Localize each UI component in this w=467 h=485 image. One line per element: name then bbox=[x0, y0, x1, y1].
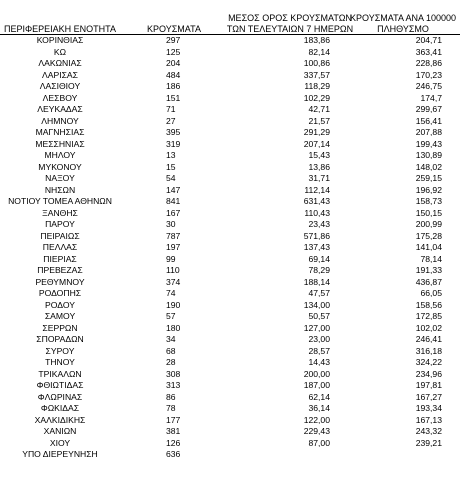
cell-avg7: 47,57 bbox=[308, 288, 330, 298]
cell-region: ΠΑΡΟΥ bbox=[45, 219, 75, 229]
cell-region: ΦΩΚΙΔΑΣ bbox=[40, 403, 80, 413]
table-row bbox=[0, 127, 467, 139]
cell-cases: 71 bbox=[166, 104, 176, 114]
cell-per100k: 172,85 bbox=[415, 311, 442, 321]
cell-cases: 78 bbox=[166, 403, 176, 413]
table-row bbox=[0, 231, 467, 243]
cell-avg7: 23,00 bbox=[308, 334, 330, 344]
cell-avg7: 110,43 bbox=[304, 207, 330, 218]
cell-region: ΥΠΟ ΔΙΕΡΕΥΝΗΣΗ bbox=[22, 449, 98, 459]
cell-per100k: 199,43 bbox=[415, 138, 442, 149]
table-row bbox=[0, 173, 467, 185]
cell-per100k: 239,21 bbox=[415, 437, 442, 448]
cell-per100k: 175,28 bbox=[415, 230, 442, 241]
cell-cases: 484 bbox=[166, 69, 181, 80]
cell-region: ΣΠΟΡΑΔΩΝ bbox=[36, 334, 84, 344]
table-row bbox=[0, 426, 467, 438]
cell-per100k: 299,67 bbox=[415, 104, 442, 114]
table-row bbox=[0, 403, 467, 415]
table-row bbox=[0, 415, 467, 427]
table-row bbox=[0, 208, 467, 220]
cell-region: ΝΟΤΙΟΥ ΤΟΜΕΑ ΑΘΗΝΩΝ bbox=[8, 196, 112, 206]
table-row bbox=[0, 70, 467, 82]
cell-region: ΞΑΝΘΗΣ bbox=[42, 207, 78, 218]
cell-region: ΤΡΙΚΑΛΩΝ bbox=[38, 368, 82, 379]
cell-cases: 13 bbox=[166, 150, 176, 160]
cell-per100k: 234,96 bbox=[415, 368, 442, 379]
header-cases: ΚΡΟΥΣΜΑΤΑ bbox=[147, 24, 201, 34]
cell-region: ΝΑΞΟΥ bbox=[45, 173, 75, 183]
table-row bbox=[0, 104, 467, 116]
cell-cases: 395 bbox=[166, 127, 181, 137]
table-row bbox=[0, 116, 467, 128]
cell-per100k: 228,86 bbox=[415, 58, 442, 68]
cell-region: ΛΑΡΙΣΑΣ bbox=[42, 69, 78, 80]
cell-cases: 125 bbox=[166, 46, 181, 57]
cell-avg7: 188,14 bbox=[303, 276, 330, 287]
cell-avg7: 134,00 bbox=[303, 299, 330, 310]
cell-cases: 167 bbox=[166, 207, 181, 218]
table-row bbox=[0, 254, 467, 266]
cell-cases: 308 bbox=[166, 368, 181, 379]
cell-region: ΡΟΔΟΠΗΣ bbox=[38, 288, 82, 298]
table-row bbox=[0, 277, 467, 289]
table-row bbox=[0, 380, 467, 392]
table-row bbox=[0, 265, 467, 277]
cell-region: ΛΑΚΩΝΙΑΣ bbox=[38, 58, 82, 68]
table-row bbox=[0, 150, 467, 162]
cell-per100k: 78,14 bbox=[420, 253, 442, 264]
cell-region: ΦΛΩΡΙΝΑΣ bbox=[37, 391, 83, 402]
cell-cases: 197 bbox=[166, 242, 181, 252]
table-row bbox=[0, 81, 467, 93]
cell-per100k: 170,23 bbox=[415, 69, 442, 80]
cell-cases: 86 bbox=[166, 391, 176, 402]
cell-region: ΜΥΚΟΝΟΥ bbox=[38, 161, 82, 172]
cell-avg7: 200,00 bbox=[303, 368, 330, 379]
cell-avg7: 69,14 bbox=[308, 253, 330, 264]
table-row bbox=[0, 369, 467, 381]
cell-cases: 34 bbox=[166, 334, 176, 344]
cell-avg7: 87,00 bbox=[308, 437, 330, 448]
table-row bbox=[0, 196, 467, 208]
cell-region: ΡΕΘΥΜΝΟΥ bbox=[35, 276, 85, 287]
table-row bbox=[0, 219, 467, 231]
cell-region: ΛΑΣΙΘΙΟΥ bbox=[39, 81, 81, 91]
cell-region: ΠΡΕΒΕΖΑΣ bbox=[37, 265, 83, 275]
cell-avg7: 21,57 bbox=[308, 115, 330, 126]
cell-per100k: 66,05 bbox=[420, 288, 442, 298]
cell-cases: 374 bbox=[166, 276, 181, 287]
cell-cases: 319 bbox=[166, 138, 181, 149]
cell-cases: 204 bbox=[166, 58, 181, 68]
cell-region: ΦΘΙΩΤΙΔΑΣ bbox=[36, 380, 84, 390]
cell-cases: 636 bbox=[166, 449, 181, 459]
cell-region: ΠΙΕΡΙΑΣ bbox=[43, 253, 77, 264]
cell-region: ΧΑΛΚΙΔΙΚΗΣ bbox=[34, 414, 86, 425]
table-row bbox=[0, 185, 467, 197]
table-row bbox=[0, 323, 467, 335]
cell-per100k: 191,33 bbox=[415, 265, 442, 275]
header-per100k-line2: ΠΛΗΘΥΣΜΟ bbox=[377, 24, 429, 34]
cell-avg7: 571,86 bbox=[303, 230, 330, 241]
cell-cases: 177 bbox=[166, 414, 181, 425]
table-row bbox=[0, 58, 467, 70]
cell-avg7: 23,43 bbox=[308, 219, 330, 229]
cell-cases: 297 bbox=[166, 35, 181, 45]
table-row bbox=[0, 242, 467, 254]
cell-region: ΡΟΔΟΥ bbox=[45, 299, 75, 310]
cell-avg7: 183,86 bbox=[303, 35, 330, 45]
table-row bbox=[0, 288, 467, 300]
cell-per100k: 436,87 bbox=[415, 276, 442, 287]
cell-avg7: 50,57 bbox=[308, 311, 330, 321]
cell-region: ΛΗΜΝΟΥ bbox=[41, 115, 79, 126]
cell-avg7: 14,43 bbox=[308, 357, 330, 367]
table-row bbox=[0, 392, 467, 404]
cell-region: ΧΑΝΙΩΝ bbox=[43, 426, 77, 436]
header-avg-line1: ΜΕΣΟΣ ΟΡΟΣ ΚΡΟΥΣΜΑΤΩΝ bbox=[228, 13, 352, 23]
header-region: ΠΕΡΙΦΕΡΕΙΑΚΗ ΕΝΟΤΗΤΑ bbox=[3, 24, 117, 34]
cell-avg7: 127,00 bbox=[303, 322, 330, 333]
cell-region: ΧΙΟΥ bbox=[49, 437, 71, 448]
cell-cases: 74 bbox=[166, 288, 176, 298]
table-row bbox=[0, 35, 467, 47]
cell-per100k: 150,15 bbox=[415, 207, 442, 218]
cell-region: ΜΑΓΝΗΣΙΑΣ bbox=[35, 127, 85, 137]
cell-region: ΠΕΙΡΑΙΩΣ bbox=[40, 230, 80, 241]
table-row bbox=[0, 300, 467, 312]
cell-cases: 841 bbox=[166, 196, 181, 206]
cell-avg7: 122,00 bbox=[303, 414, 330, 425]
cell-region: ΚΟΡΙΝΘΙΑΣ bbox=[36, 35, 84, 45]
cell-avg7: 291,29 bbox=[303, 127, 330, 137]
cell-per100k: 316,18 bbox=[415, 345, 442, 356]
cell-cases: 190 bbox=[166, 299, 181, 310]
cell-per100k: 363,41 bbox=[415, 46, 442, 57]
cell-cases: 28 bbox=[166, 357, 176, 367]
cell-avg7: 112,14 bbox=[304, 184, 330, 195]
cell-per100k: 243,32 bbox=[415, 426, 442, 436]
table-row bbox=[0, 357, 467, 369]
table-body bbox=[0, 35, 467, 461]
table-header bbox=[0, 0, 467, 40]
cell-per100k: 197,81 bbox=[415, 380, 442, 390]
cell-avg7: 102,29 bbox=[303, 92, 330, 103]
table-row bbox=[0, 162, 467, 174]
table-row bbox=[0, 334, 467, 346]
cell-avg7: 31,71 bbox=[308, 173, 330, 183]
cell-avg7: 207,14 bbox=[303, 138, 330, 149]
cell-per100k: 193,34 bbox=[415, 403, 442, 413]
cell-per100k: 158,56 bbox=[415, 299, 442, 310]
cell-avg7: 229,43 bbox=[303, 426, 330, 436]
cell-per100k: 156,41 bbox=[415, 115, 442, 126]
cell-cases: 313 bbox=[166, 380, 181, 390]
cell-avg7: 36,14 bbox=[308, 403, 330, 413]
cell-avg7: 28,57 bbox=[308, 345, 330, 356]
cell-cases: 126 bbox=[166, 437, 181, 448]
cell-per100k: 174,7 bbox=[420, 92, 442, 103]
cell-per100k: 204,71 bbox=[415, 35, 442, 45]
cell-region: ΜΗΛΟΥ bbox=[44, 150, 76, 160]
table-row bbox=[0, 346, 467, 358]
cell-avg7: 137,43 bbox=[303, 242, 330, 252]
cell-avg7: 337,57 bbox=[303, 69, 330, 80]
cell-per100k: 167,27 bbox=[415, 391, 442, 402]
cell-cases: 151 bbox=[166, 92, 181, 103]
cell-cases: 57 bbox=[166, 311, 176, 321]
table-row bbox=[0, 139, 467, 151]
cell-region: ΤΗΝΟΥ bbox=[45, 357, 75, 367]
cell-cases: 15 bbox=[166, 161, 176, 172]
table-row bbox=[0, 449, 467, 461]
cell-avg7: 78,29 bbox=[308, 265, 330, 275]
cell-per100k: 200,99 bbox=[415, 219, 442, 229]
cell-avg7: 15,43 bbox=[308, 150, 330, 160]
cell-region: ΣΕΡΡΩΝ bbox=[42, 322, 78, 333]
table-row bbox=[0, 311, 467, 323]
cell-per100k: 324,22 bbox=[415, 357, 442, 367]
cell-per100k: 196,92 bbox=[415, 184, 442, 195]
cell-avg7: 118,29 bbox=[304, 81, 330, 91]
cell-per100k: 158,73 bbox=[415, 196, 442, 206]
cell-cases: 68 bbox=[166, 345, 176, 356]
cell-region: ΝΗΣΩΝ bbox=[44, 184, 76, 195]
cell-per100k: 102,02 bbox=[415, 322, 442, 333]
cell-per100k: 167,13 bbox=[415, 414, 442, 425]
cell-cases: 110 bbox=[166, 265, 180, 275]
cell-avg7: 62,14 bbox=[308, 391, 330, 402]
cell-avg7: 100,86 bbox=[303, 58, 330, 68]
cell-region: ΣΑΜΟΥ bbox=[44, 311, 76, 321]
cell-per100k: 148,02 bbox=[415, 161, 442, 172]
cell-per100k: 141,04 bbox=[415, 242, 442, 252]
table-row bbox=[0, 93, 467, 105]
cell-cases: 99 bbox=[166, 253, 176, 264]
table-row bbox=[0, 47, 467, 59]
cell-avg7: 42,71 bbox=[308, 104, 330, 114]
cell-avg7: 82,14 bbox=[308, 46, 330, 57]
cell-cases: 186 bbox=[166, 81, 181, 91]
cell-region: ΛΕΥΚΑΔΑΣ bbox=[37, 104, 83, 114]
cell-cases: 27 bbox=[166, 115, 176, 126]
cell-per100k: 246,41 bbox=[415, 334, 442, 344]
header-per100k-line1: ΚΡΟΥΣΜΑΤΑ ΑΝΑ 100000 bbox=[350, 13, 456, 23]
cell-region: ΛΕΣΒΟΥ bbox=[42, 92, 78, 103]
cell-region: ΚΩ bbox=[53, 46, 67, 57]
cell-per100k: 259,15 bbox=[415, 173, 442, 183]
cell-per100k: 207,88 bbox=[415, 127, 442, 137]
cell-cases: 180 bbox=[166, 322, 181, 333]
table-row bbox=[0, 438, 467, 450]
cell-cases: 54 bbox=[166, 173, 176, 183]
cell-avg7: 13,86 bbox=[308, 161, 330, 172]
cell-region: ΠΕΛΛΑΣ bbox=[42, 242, 78, 252]
cell-per100k: 130,89 bbox=[415, 150, 442, 160]
cell-region: ΜΕΣΣΗΝΙΑΣ bbox=[35, 138, 85, 149]
cell-cases: 147 bbox=[166, 184, 181, 195]
cell-cases: 30 bbox=[166, 219, 176, 229]
cell-region: ΣΥΡΟΥ bbox=[45, 345, 75, 356]
cell-avg7: 187,00 bbox=[303, 380, 330, 390]
cell-cases: 787 bbox=[166, 230, 181, 241]
cell-per100k: 246,75 bbox=[415, 81, 442, 91]
header-avg-line2: ΤΩΝ ΤΕΛΕΥΤΑΙΩΝ 7 ΗΜΕΡΩΝ bbox=[226, 24, 354, 34]
cell-avg7: 631,43 bbox=[303, 196, 330, 206]
cell-cases: 381 bbox=[166, 426, 181, 436]
